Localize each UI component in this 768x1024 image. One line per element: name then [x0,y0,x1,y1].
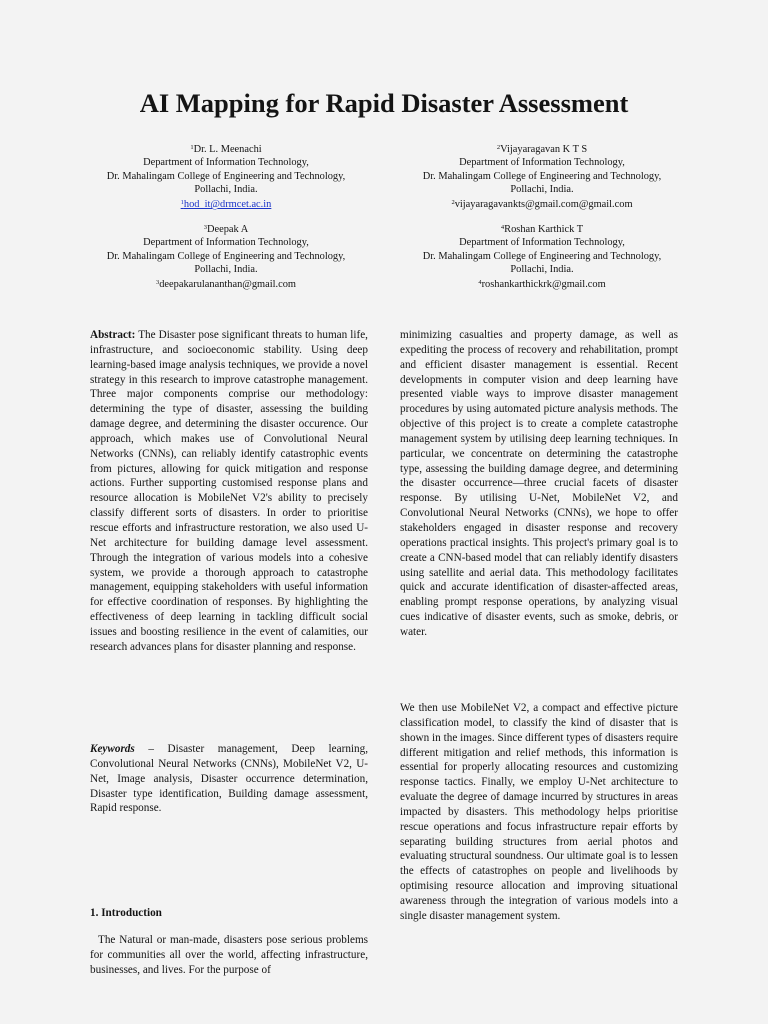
author-name: $^4$Roshan Karthick T [500,224,584,235]
author-block-4 [392,221,692,291]
abstract-section [90,328,368,655]
author-name: $^2$Vijayaragavan K T S [496,144,588,155]
author-block-3 [76,221,376,291]
author-name: $^1$Dr. L. Meenachi [190,144,262,155]
author-city: Pollachi, India. [510,183,574,195]
keywords-section [90,742,368,816]
introduction-heading: 1. Introduction [90,907,162,919]
author-college: Dr. Mahalingam College of Engineering and Technology, [106,250,346,262]
author-department: Department of Information Technology, [459,237,625,249]
author-email[interactable] [76,196,376,211]
author-department: Department of Information Technology, [143,157,309,169]
abstract-label: Abstract: [90,329,136,341]
author-department: Department of Information Technology, [143,237,309,249]
author-department: Department of Information Technology, [459,157,625,169]
keywords-text: – Disaster management, Deep learning, Convolutional Neural Networks (CNNs), MobileNet V2, U-Net, Image analysis, Disaster occurrence determination, Disaster type identification, Building damage assessment, Rapid response. [90,743,369,815]
author-email: $^4$roshankarthickrk@gmail.com [478,279,606,291]
author-city: Pollachi, India. [510,263,574,275]
introduction-paragraph: The Natural or man-made, disasters pose serious problems for communities all over the world, affecting infrastructure, businesses, and lives. For the purpose of [90,934,368,976]
author-city: Pollachi, India. [194,183,258,195]
author-college: Dr. Mahalingam College of Engineering and Technology, [422,250,662,262]
right-column-section-2 [400,701,678,924]
paper-title: AI Mapping for Rapid Disaster Assessment [139,88,629,118]
author-city: Pollachi, India. [194,263,258,275]
author-email: $^2$vijayaragavankts@gmail.com@gmail.com [451,199,633,211]
author-college: Dr. Mahalingam College of Engineering and Technology, [106,170,346,182]
right-column-section-1 [400,328,678,640]
introduction-section [90,933,368,978]
author-block-1 [76,141,376,211]
author-college: Dr. Mahalingam College of Engineering and Technology, [422,170,662,182]
right-column-paragraph-2: We then use MobileNet V2, a compact and effective picture classification model, to classify the kind of disaster that is shown in the images. Since different types of disasters require different mitigation and relief methods, this information is essential for properly allocating resources and customizing response tactics. Finally, we employ U-Net architecture to evaluate the degree of damage incurred by structures in areas impacted by disasters. This methodology helps prioritise rescue operations and focus infrastructure repair efforts by separating building structures from aerial photos and evaluating structural soundness. Our ultimate goal is to lessen the effects of catastrophes on people and livelihoods by optimising resource allocation and improving situational awareness through the integration of various models into a single disaster management system. [400,702,678,922]
keywords-label: Keywords [90,743,135,755]
author-block-2 [392,141,692,211]
abstract-paragraph [90,328,368,655]
right-column-paragraph-1: minimizing casualties and property damage, as well as expediting the process of recovery and rehabilitation, prompt and efficient disaster management is essential. Recent developments in computer vision and deep learning have presented viable ways to improve disaster management procedures by using automated picture analysis methods. The objective of this project is to create a complete catastrophe management system by utilising deep learning techniques. In particular, we concentrate on determining the catastrophe type, assessing the building damage degree, and determining the disaster occurrence—three crucial facets of disaster response. By utilising U-Net, MobileNet V2, and Convolutional Neural Networks (CNNs), we hope to offer stakeholders engaged in disaster response and recovery operations practical insights. This project's primary goal is to create a CNN-based model that can reliably identify disasters using satellite and aerial data. This methodology facilitates quick and accurate identification of disaster-affected areas, enabling prompt response operations, by analyzing visual cues indicative of disaster events, such as smoke, debris, or water. [400,329,678,638]
author-name: $^3$Deepak A [203,224,249,235]
author-email-link[interactable]: $^1$hod_it@drmcet.ac.in [180,199,272,211]
author-email: $^3$deepakarulananthan@gmail.com [155,279,297,291]
abstract-text: The Disaster pose significant threats to human life, infrastructure, and socioeconomic stability. Using deep learning-based image analysis techniques, we provide a novel strategy in this research to improve catastrophe management. Three major components comprise our methodology: determining the type of disaster, assessing the building damage degree, and determining the disaster occurence. Our approach, which makes use of Convolutional Neural Networks (CNNs), can reliably identify catastrophic events from pictures, allowing for quick mitigation and response actions. Further supporting customised response plans and resource allocation is MobileNet V2's ability to precisely classify different sorts of disasters. In order to prioritise rescue efforts and infrastructure restoration, we also used U-Net architecture for building damage level assessment. Through the integration of various models into a cohesive system, we provide a thorough approach to catastrophe management, equipping stakeholders with useful information for effective coordination of responses. By highlighting the effectiveness of deep learning in tackling difficult social issues and boosting resilience in the event of calamities, our research advances plans for disaster planning and response. [90,329,368,653]
keywords-paragraph [90,742,368,816]
